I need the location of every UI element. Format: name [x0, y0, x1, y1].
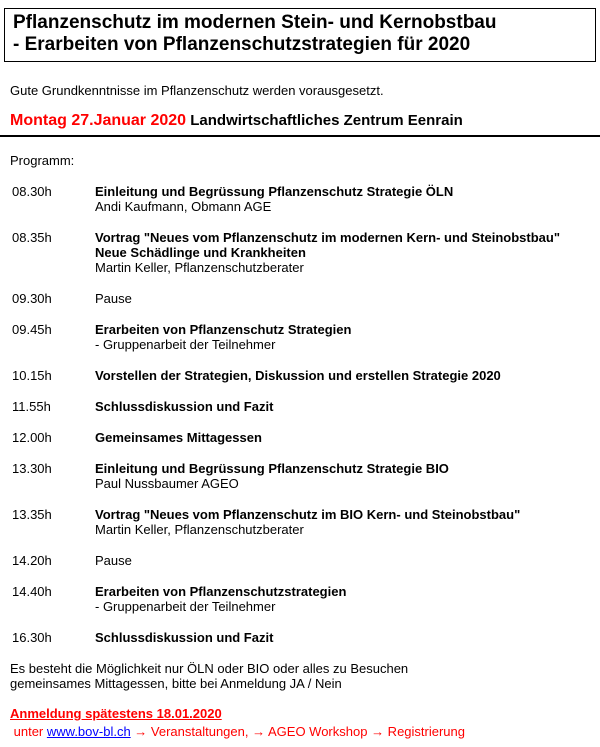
schedule-row [0, 399, 600, 414]
schedule-row [0, 368, 600, 383]
schedule-description [95, 322, 600, 352]
schedule-line: Gemeinsames Mittagessen [95, 430, 262, 445]
schedule-line: Paul Nussbaumer AGEO [95, 476, 239, 491]
schedule-line: Martin Keller, Pflanzenschutzberater [95, 260, 304, 275]
schedule-description [95, 368, 600, 383]
schedule-line: Andi Kaufmann, Obmann AGE [95, 199, 272, 214]
notes-line2: gemeinsames Mittagessen, bitte bei Anmeldung JA / Nein [10, 676, 342, 691]
notes [10, 661, 590, 691]
date-header [0, 112, 600, 137]
event-location-text: Landwirtschaftliches Zentrum Eenrain [190, 112, 463, 129]
schedule-description [95, 399, 600, 414]
schedule-description [95, 507, 600, 537]
schedule-line: Schlussdiskussion und Fazit [95, 630, 274, 645]
document-title [4, 8, 596, 62]
schedule-time: 08.35h [12, 230, 52, 245]
schedule-time: 08.30h [12, 184, 52, 199]
schedule-line: Pause [95, 291, 132, 306]
schedule-row [0, 461, 600, 491]
schedule-row [0, 230, 600, 275]
schedule-row [0, 291, 600, 306]
schedule-line: - Gruppenarbeit der Teilnehmer [95, 337, 276, 352]
intro-text: Gute Grundkenntnisse im Pflanzenschutz werden vorausgesetzt. [10, 83, 384, 98]
schedule-row [0, 553, 600, 568]
registration-deadline: Anmeldung spätestens 18.01.2020 [10, 706, 222, 721]
schedule-row [0, 584, 600, 614]
schedule-description [95, 630, 600, 645]
schedule-description [95, 230, 600, 275]
schedule-line: Erarbeiten von Pflanzenschutzstrategien [95, 584, 347, 599]
schedule-line: Schlussdiskussion und Fazit [95, 399, 274, 414]
schedule-time: 11.55h [12, 399, 51, 414]
notes-line1: Es besteht die Möglichkeit nur ÖLN oder BIO oder alles zu Besuchen [10, 661, 409, 676]
website-link[interactable]: www.bov-bl.ch [46, 724, 131, 739]
registration-suffix: → Veranstaltungen, → AGEO Workshop → Registrierung [130, 724, 465, 739]
schedule-line: Vortrag "Neues vom Pflanzenschutz im modernen Kern- und Steinobstbau" [95, 230, 560, 245]
schedule-line: Neue Schädlinge und Krankheiten [95, 245, 306, 260]
registration-instructions [10, 724, 590, 739]
schedule-description [95, 461, 600, 491]
schedule-row [0, 184, 600, 214]
schedule-row [0, 507, 600, 537]
schedule-description [95, 184, 600, 214]
schedule-description [95, 584, 600, 614]
schedule-row [0, 430, 600, 445]
schedule-line: Martin Keller, Pflanzenschutzberater [95, 522, 304, 537]
schedule-time: 14.20h [12, 553, 52, 568]
schedule-description [95, 430, 600, 445]
program-label: Programm: [10, 153, 75, 168]
schedule-time: 13.35h [12, 507, 52, 522]
schedule-time: 16.30h [12, 630, 52, 645]
document-title-line1: Pflanzenschutz im modernen Stein- und Kernobstbau [13, 12, 497, 33]
schedule-line: Erarbeiten von Pflanzenschutz Strategien [95, 322, 352, 337]
schedule [0, 184, 600, 645]
schedule-time: 13.30h [12, 461, 52, 476]
document-title-line2: - Erarbeiten von Pflanzenschutzstrategien für 2020 [13, 34, 471, 55]
schedule-time: 09.45h [12, 322, 52, 337]
schedule-line: Vortrag "Neues vom Pflanzenschutz im BIO Kern- und Steinobstbau" [95, 507, 521, 522]
schedule-description [95, 553, 600, 568]
event-date: Montag 27.Januar 2020 [10, 112, 187, 129]
schedule-line: Einleitung und Begrüssung Pflanzenschutz Strategie BIO [95, 461, 449, 476]
schedule-row [0, 630, 600, 645]
schedule-line: Einleitung und Begrüssung Pflanzenschutz Strategie ÖLN [95, 184, 454, 199]
schedule-line: Vorstellen der Strategien, Diskussion und erstellen Strategie 2020 [95, 368, 501, 383]
schedule-time: 09.30h [12, 291, 52, 306]
registration [10, 706, 590, 739]
event-location [186, 112, 463, 129]
schedule-time: 12.00h [12, 430, 52, 445]
registration-prefix: unter [10, 724, 47, 739]
schedule-row [0, 322, 600, 352]
schedule-line: - Gruppenarbeit der Teilnehmer [95, 599, 276, 614]
schedule-line: Pause [95, 553, 132, 568]
schedule-time: 14.40h [12, 584, 52, 599]
schedule-time: 10.15h [12, 368, 52, 383]
schedule-description [95, 291, 600, 306]
